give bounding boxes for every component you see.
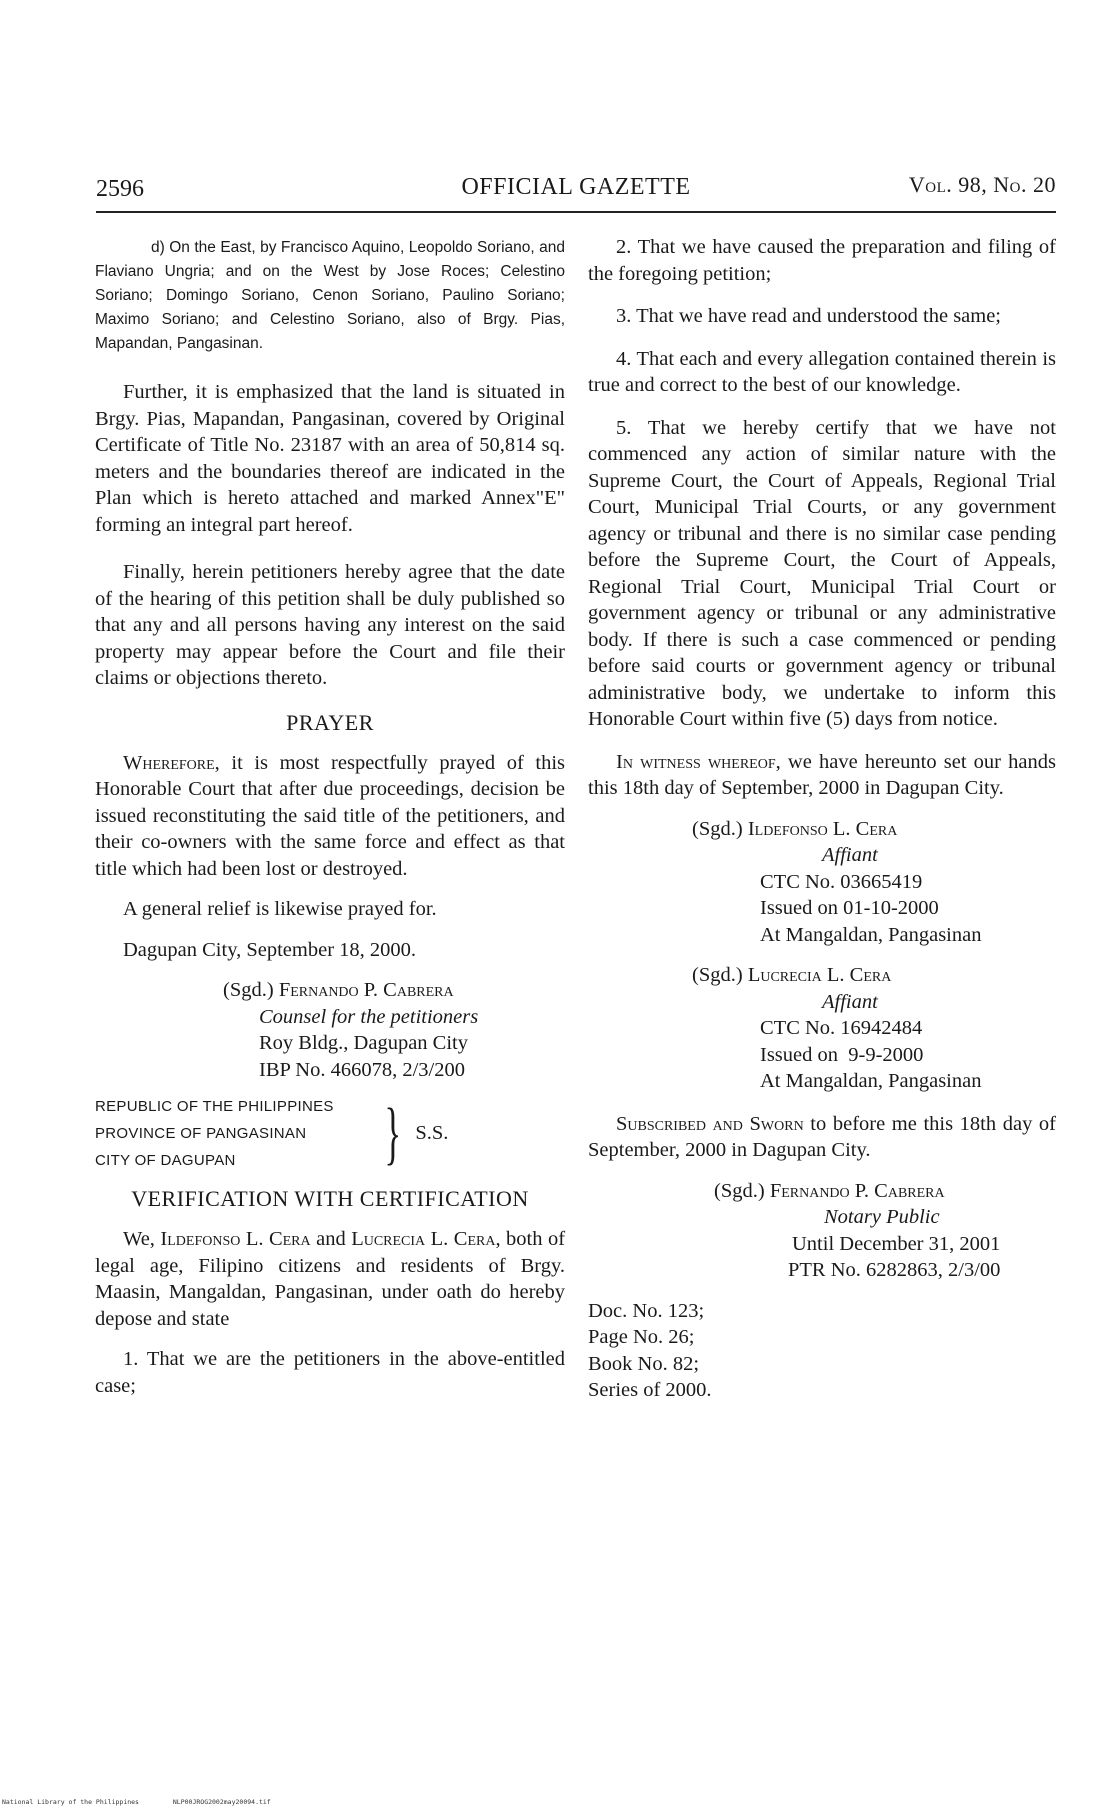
we-paragraph: We, Ildefonso L. Cera and Lucrecia L. Cera, both of legal age, Filipino citizens and residents of Brgy. Maasin, Mangaldan, Pangasinan, under oath do hereby depose and state xyxy=(95,1228,566,1330)
header-rule xyxy=(96,211,1056,213)
item-5: 5. That we hereby certify that we have not commenced any action of similar nature with the Supreme Court, the Court of Appeals, Regional Trial Court, Municipal Trial Courts, or any government agency or tribunal and there is no similar case pending before the Supreme Court, the Court of Appeals, Regional Trial Court, Municipal Trial Court or government agency or tribunal or any administrative body. If there is such a case commenced or pending before said courts or government agency or tribunal administrative body, we undertake to inform this Honorable Court within five (5) days from notice. xyxy=(588,416,1056,730)
affiant-name-2: Lucrecia xyxy=(351,1228,426,1250)
jurat-republic: REPUBLIC OF THE PHILIPPINES xyxy=(95,1098,334,1115)
affiant-2-issued: Issued on 9-9-2000 xyxy=(760,1043,924,1066)
counsel-signature xyxy=(223,977,565,1083)
notary-role: Notary Public xyxy=(824,1206,940,1228)
notary-name: Fernando P. Cabrera xyxy=(769,1179,945,1202)
page-header xyxy=(96,168,1056,208)
affiant-2-ctc: CTC No. 16942484 xyxy=(760,1017,923,1039)
jurat-province: PROVINCE OF PANGASINAN xyxy=(95,1125,307,1142)
wherefore-text: it is most respectfully prayed of this Honorable Court that after due proceedings, decision be issued reconstituting the said title of the petitioners, and their co-owners with the same force and effect as that title which had been lost or destroyed. xyxy=(95,751,566,880)
finally-paragraph: Finally, herein petitioners hereby agree that the date of the hearing of this petition shall be duly published so that any and all persons having any interest on the said property may appear before the Court and file their claims or objections thereto. xyxy=(95,561,565,689)
jurat-city: CITY OF DAGUPAN xyxy=(95,1152,236,1169)
notary-signature: (Sgd.) Fernando P. Cabrera Notary Public Until December 31, 2001 PTR No. 6282863, 2/3/00 xyxy=(714,1178,1056,1284)
item-1: 1. That we are the petitioners in the above-entitled case; xyxy=(95,1348,565,1397)
counsel-role: Counsel for the petitioners xyxy=(259,1005,479,1028)
left-column xyxy=(95,236,565,1399)
affiant-1-signature: (Sgd.) Ildefonso L. Cera Affiant CTC No. 03665419 Issued on 01-10-2000 At Mangaldan, Pangasinan xyxy=(692,816,1056,949)
witness-lead: In witness whereof, xyxy=(616,750,781,773)
right-column xyxy=(588,234,1056,1404)
affiant-1-issued: Issued on 01-10-2000 xyxy=(760,897,939,919)
item-2: 2. That we have caused the preparation and filing of the foregoing petition; xyxy=(588,236,1056,285)
file-label: NLP00JROG2002may20094.tif xyxy=(172,1798,271,1806)
jurat-block xyxy=(95,1093,565,1174)
item-4: 4. That each and every allegation contained therein is true and correct to the best of our knowledge. xyxy=(588,347,1056,396)
volume-number: Vol. 98, No. 20 xyxy=(908,172,1056,197)
page-number-register: Page No. 26; xyxy=(588,1326,695,1348)
counsel-address: Roy Bldg., Dagupan City xyxy=(259,1032,468,1054)
subscribed-paragraph: Subscribed and Sworn to before me this 18th day of September, 2000 in Dagupan City. xyxy=(588,1112,1056,1161)
verification-heading: VERIFICATION WITH CERTIFICATION xyxy=(131,1186,529,1211)
affiant-1-ctc: CTC No. 03665419 xyxy=(760,870,923,893)
item-3: 3. That we have read and understood the same; xyxy=(616,305,1002,327)
affiant-2-signature: (Sgd.) Lucrecia L. Cera Affiant CTC No. 16942484 Issued on 9-9-2000 At Mangaldan, Pangasinan xyxy=(692,962,1056,1095)
affiant-2-at: At Mangaldan, Pangasinan xyxy=(760,1070,982,1092)
jurat-venue xyxy=(95,1093,334,1174)
wherefore-paragraph xyxy=(95,750,565,883)
subscribed-lead: Subscribed and Sworn xyxy=(616,1112,804,1135)
affiant-1-at: At Mangaldan, Pangasinan xyxy=(760,923,982,946)
counsel-sgd: (Sgd.) xyxy=(223,979,274,1001)
book-number: Book No. 82; xyxy=(588,1352,700,1375)
affiant-name-1: Ildefonso xyxy=(160,1228,241,1250)
notarial-register xyxy=(588,1298,1056,1404)
place-date: Dagupan City, September 18, 2000. xyxy=(123,938,417,961)
affiant-1-name: Ildefonso L. Cera xyxy=(747,817,898,840)
affiant-2-role: Affiant xyxy=(822,990,878,1013)
series-number: Series of 2000. xyxy=(588,1379,712,1401)
counsel-name: Fernando P. Cabrera xyxy=(278,979,454,1001)
notary-ptr: PTR No. 6282863, 2/3/00 xyxy=(788,1259,1001,1281)
jurat-brace: } xyxy=(384,1094,401,1172)
prayer-heading: PRAYER xyxy=(286,709,374,735)
affiant-2-name: Lucrecia L. Cera xyxy=(747,964,892,986)
doc-number: Doc. No. 123; xyxy=(588,1299,705,1322)
jurat-ss: S.S. xyxy=(415,1122,449,1144)
publication-title: OFFICIAL GAZETTE xyxy=(461,174,691,200)
boundaries-paragraph: d) On the East, by Francisco Aquino, Leopoldo Soriano, and Flaviano Ungria; and on the West by Jose Roces; Celestino Soriano; Domingo Soriano, Cenon Soriano, Paulino Soriano; Maximo Soriano; and Celestino Soriano, also of Brgy. Pias, Mapandan, Pangasinan. xyxy=(95,239,565,352)
further-paragraph: Further, it is emphasized that the land is situated in Brgy. Pias, Mapandan, Pangasinan, covered by Original Certificate of Title No. 23187 with an area of 50,814 sq. meters and the boundaries thereof are indicated in the Plan which is hereto attached and marked Annex"E" forming an integral part hereof. xyxy=(95,381,565,536)
general-relief: A general relief is likewise prayed for. xyxy=(123,898,437,920)
page-number: 2596 xyxy=(96,176,144,202)
affiant-1-role: Affiant xyxy=(822,844,878,866)
library-label: National Library of the Philippines xyxy=(2,1798,139,1806)
wherefore-lead: Wherefore, xyxy=(123,751,220,774)
counsel-ibp: IBP No. 466078, 2/3/200 xyxy=(259,1058,465,1081)
notary-until: Until December 31, 2001 xyxy=(792,1232,1001,1255)
witness-paragraph: In witness whereof, we have hereunto set our hands this 18th day of September, 2000 in Dagupan City. xyxy=(588,750,1057,799)
scan-footer xyxy=(2,1798,301,1806)
